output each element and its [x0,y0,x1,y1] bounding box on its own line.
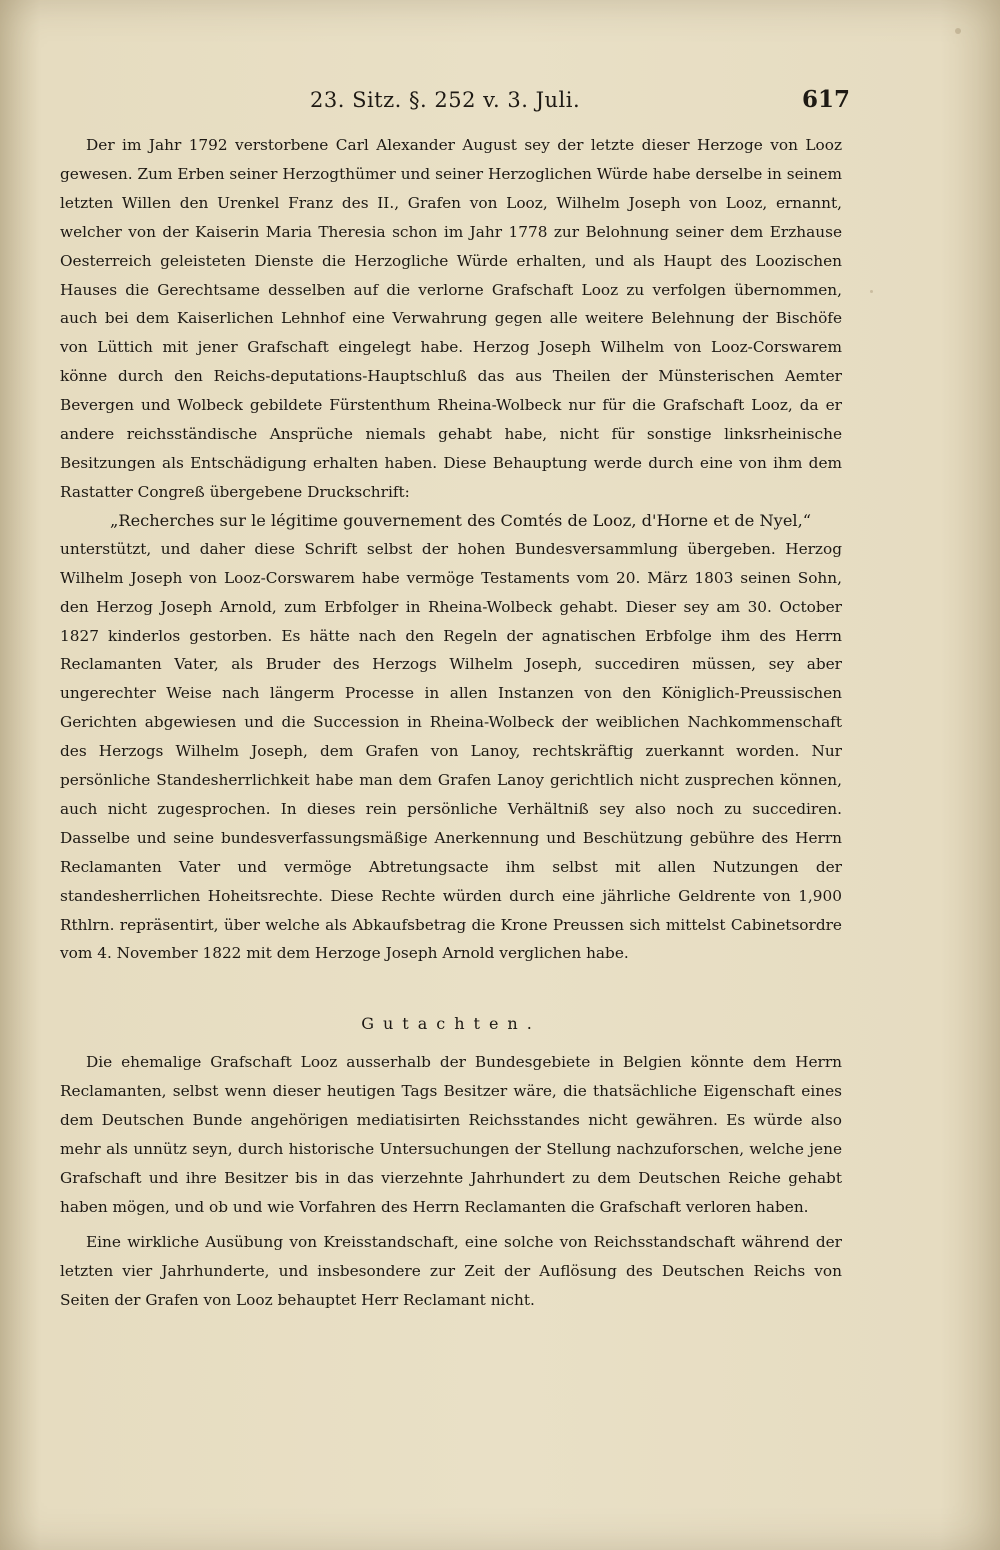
quoted-title: „Recherches sur le légitime gouvernement des Comtés de Looz, d'Horne et de Nyel,“ [110,510,811,530]
paragraph: unterstützt, und daher diese Schrift selbst der hohen Bundesversammlung übergeben. Herzog Wilhelm Joseph von Looz-Corswarem habe vermöge Testaments vom 20. März 1803 seinen Sohn, den Herzog Joseph Arnold, zum Erbfolger in Rheina-Wolbeck gehabt. Dieser sey am 30. October 1827 kinderlos gestorben. Es hätte nach den Regeln der agnatischen Erbfolge ihm des Herrn Reclamanten Vater, als Bruder des Herzogs Wilhelm Joseph, succediren müssen, sey aber ungerechter Weise nach längerm Processe in allen Instanzen von den Königlich-Preussischen Gerichten abgewiesen und die Succession in Rheina-Wolbeck der weiblichen Nachkommenschaft des Herzogs Wilhelm Joseph, dem Grafen von Lanoy, rechtskräftig zuerkannt worden. Nur persönliche Standesherrlichkeit habe man dem Grafen Lanoy gerichtlich nicht zusprechen können, auch nicht zugesprochen. In dieses rein persönliche Verhältniß sey also noch zu succediren. Dasselbe und seine bundesverfassungsmäßige Anerkennung und Beschützung gebühre des Herrn Reclamanten Vater und vermöge Abtretungsacte ihm selbst mit allen Nutzungen der standesherrlichen Hoheitsrechte. Diese Rechte würden durch eine jährliche Geldrente von 1,900 Rthlrn. repräsentirt, über welche als Abkaufsbetrag die Krone Preussen sich mittelst Cabinetsordre vom 4. November 1822 mit dem Herzoge Joseph Arnold verglichen habe. [60,539,842,963]
paragraph: Die ehemalige Grafschaft Looz ausserhalb der Bundesgebiete in Belgien könnte dem Herrn Reclamanten, selbst wenn dieser heutigen Tags Besitzer wäre, die thatsächliche Eigenschaft eines dem Deutschen Bunde angehörigen mediatisirten Reichsstandes nicht gewähren. Es würde also mehr als unnütz seyn, durch historische Untersuchungen der Stellung nachzuforschen, welche jene Grafschaft und ihre Besitzer bis in das vierzehnte Jahrhundert zu dem Deutschen Reiche gehabt haben mögen, und ob und wie Vorfahren des Herrn Reclamanten die Grafschaft verloren haben. [60,1053,842,1216]
running-head: 23. Sitz. §. 252 v. 3. Juli. [310,88,581,112]
paper-stain [870,290,873,293]
paragraph: Eine wirkliche Ausübung von Kreisstandschaft, eine solche von Reichsstandschaft während der letzten vier Jahrhunderte, und insbesondere zur Zeit der Auflösung des Deutschen Reichs von Seiten der Grafen von Looz behauptet Herr Reclamant nicht. [60,1232,842,1309]
paper-stain [955,28,961,34]
page-number: 617 [801,86,850,113]
paragraph: Der im Jahr 1792 verstorbene Carl Alexander August sey der letzte dieser Herzoge von Looz gewesen. Zum Erben seiner Herzogthümer und seiner Herzoglichen Würde habe derselbe in seinem letzten Willen den Urenkel Franz des II., Grafen von Looz, Wilhelm Joseph von Looz, ernannt, welcher von der Kaiserin Maria Theresia schon im Jahr 1778 zur Belohnung seiner dem Erzhause Oesterreich geleisteten Dienste die Herzogliche Würde erhalten, und als Haupt des Loozischen Hauses die Gerechtsame desselben auf die verlorne Grafschaft Looz zu verfolgen übernommen, auch bei dem Kaiserlichen Lehnhof eine Verwahrung gegen alle weitere Belehnung der Bischöfe von Lüttich mit jener Grafschaft eingelegt habe. Herzog Joseph Wilhelm von Looz-Corswarem könne durch den Reichs-deputations-Hauptschluß das aus Theilen der Münsterischen Aemter Bevergen und Wolbeck gebildete Fürstenthum Rheina-Wolbeck nur für die Grafschaft Looz, da er andere reichsständische Ansprüche niemals gehabt habe, nicht für sonstige linksrheinische Besitzungen als Entschädigung erhalten haben. Diese Behauptung werde durch eine von ihm dem Rastatter Congreß übergebene Druckschrift: [60,136,842,501]
body-text [60,131,842,1315]
page-header [60,88,850,118]
section-heading: Gutachten. [361,1014,541,1034]
